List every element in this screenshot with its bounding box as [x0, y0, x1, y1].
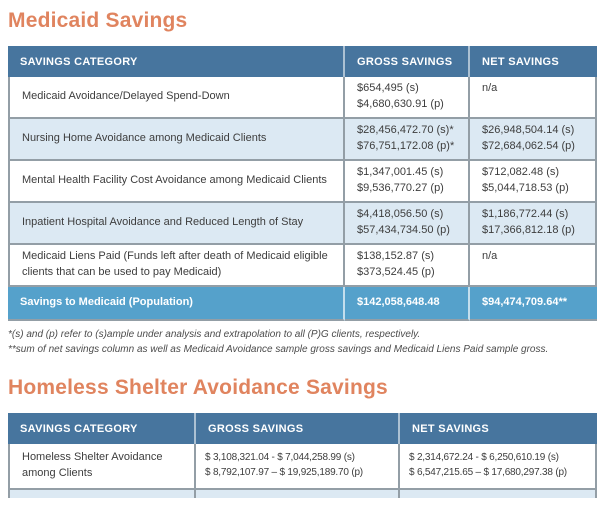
net-population-value: $17,366,812.18 (p) — [482, 223, 575, 236]
header-row — [8, 413, 597, 444]
medicaid-savings-table — [8, 46, 597, 320]
column-header-gross-savings: GROSS SAVINGS — [196, 413, 400, 444]
total-row — [8, 287, 597, 321]
column-header-net-savings: NET SAVINGS — [400, 413, 597, 444]
net-population-value: $5,044,718.53 (p) — [482, 181, 569, 194]
net-sample-value: $1,186,772.44 (s) — [482, 207, 569, 220]
gross-population-range: $ 8,792,107.97 – $ 19,925,189.70 (p) — [205, 466, 363, 478]
net-cell — [470, 203, 597, 245]
table-row — [8, 203, 597, 245]
gross-cell — [196, 444, 400, 490]
category-cell: Medicaid Liens Paid (Funds left after death of Medicaid eligible clients that can be used to pay Medicaid) — [8, 245, 345, 287]
homeless-section-title: Homeless Shelter Avoidance Savings — [8, 375, 388, 399]
gross-sample-value: $4,418,056.50 (s) — [357, 207, 444, 220]
net-population-value: $72,684,062.54 (p) — [482, 140, 575, 153]
medicaid-section-title: Medicaid Savings — [8, 9, 188, 32]
gross-population-value: $9,536,770.27 (p) — [357, 181, 444, 194]
total-label-cell: Savings to Medicaid (Population) — [8, 287, 345, 321]
column-header-savings-category: SAVINGS CATEGORY — [8, 46, 345, 77]
table-row — [8, 77, 597, 119]
homeless-shelter-savings-table — [8, 413, 597, 498]
partial-next-row — [8, 490, 597, 498]
gross-sample-value: $654,495 (s) — [357, 82, 419, 95]
table-row — [8, 119, 597, 161]
gross-cell — [345, 77, 470, 119]
gross-population-value: $57,434,734.50 (p) — [357, 223, 450, 236]
gross-sample-value: $138,152.87 (s) — [357, 249, 435, 262]
net-population-range: $ 6,547,215.65 – $ 17,680,297.38 (p) — [409, 466, 567, 478]
column-header-net-savings: NET SAVINGS — [470, 46, 597, 77]
table-row — [8, 161, 597, 203]
gross-cell — [345, 161, 470, 203]
gross-cell — [345, 119, 470, 161]
table-row — [8, 444, 597, 490]
footnotes — [8, 327, 597, 357]
header-row — [8, 46, 597, 77]
category-cell: Mental Health Facility Cost Avoidance among Medicaid Clients — [8, 161, 345, 203]
category-cell: Inpatient Hospital Avoidance and Reduced Length of Stay — [8, 203, 345, 245]
total-gross-cell: $142,058,648.48 — [345, 287, 470, 321]
gross-sample-value: $1,347,001.45 (s) — [357, 166, 444, 178]
total-net-cell: $94,474,709.64** — [470, 287, 597, 321]
gross-sample-range: $ 3,108,321.04 - $ 7,044,258.99 (s) — [205, 452, 355, 464]
net-cell — [400, 444, 597, 490]
footnote-asterisk: *(s) and (p) refer to (s)ample under analysis and extrapolation to all (P)G clients, respectively. — [8, 328, 421, 340]
gross-population-value: $76,751,172.08 (p)* — [357, 140, 455, 153]
category-cell: Medicaid Avoidance/Delayed Spend-Down — [8, 77, 345, 119]
column-header-savings-category: SAVINGS CATEGORY — [8, 413, 196, 444]
gross-sample-value: $28,456,472.70 (s)* — [357, 124, 454, 137]
category-cell: Homeless Shelter Avoidance among Clients — [8, 444, 196, 490]
gross-cell — [345, 245, 470, 287]
net-cell — [470, 245, 597, 287]
net-sample-value: $26,948,504.14 (s) — [482, 124, 575, 137]
gross-population-value: $373,524.45 (p) — [357, 265, 435, 278]
net-sample-range: $ 2,314,672.24 - $ 6,250,610.19 (s) — [409, 452, 559, 464]
net-cell — [470, 119, 597, 161]
net-sample-value: $712,082.48 (s) — [482, 166, 560, 178]
net-value: n/a — [482, 82, 498, 95]
gross-cell — [345, 203, 470, 245]
net-value: n/a — [482, 249, 498, 262]
gross-population-value: $4,680,630.91 (p) — [357, 98, 444, 111]
category-cell: Nursing Home Avoidance among Medicaid Clients — [8, 119, 345, 161]
net-cell — [470, 161, 597, 203]
column-header-gross-savings: GROSS SAVINGS — [345, 46, 470, 77]
net-cell — [470, 77, 597, 119]
footnote-double-asterisk: **sum of net savings column as well as Medicaid Avoidance sample gross savings and Medicaid Liens Paid sample gross. — [8, 343, 549, 355]
table-row — [8, 245, 597, 287]
